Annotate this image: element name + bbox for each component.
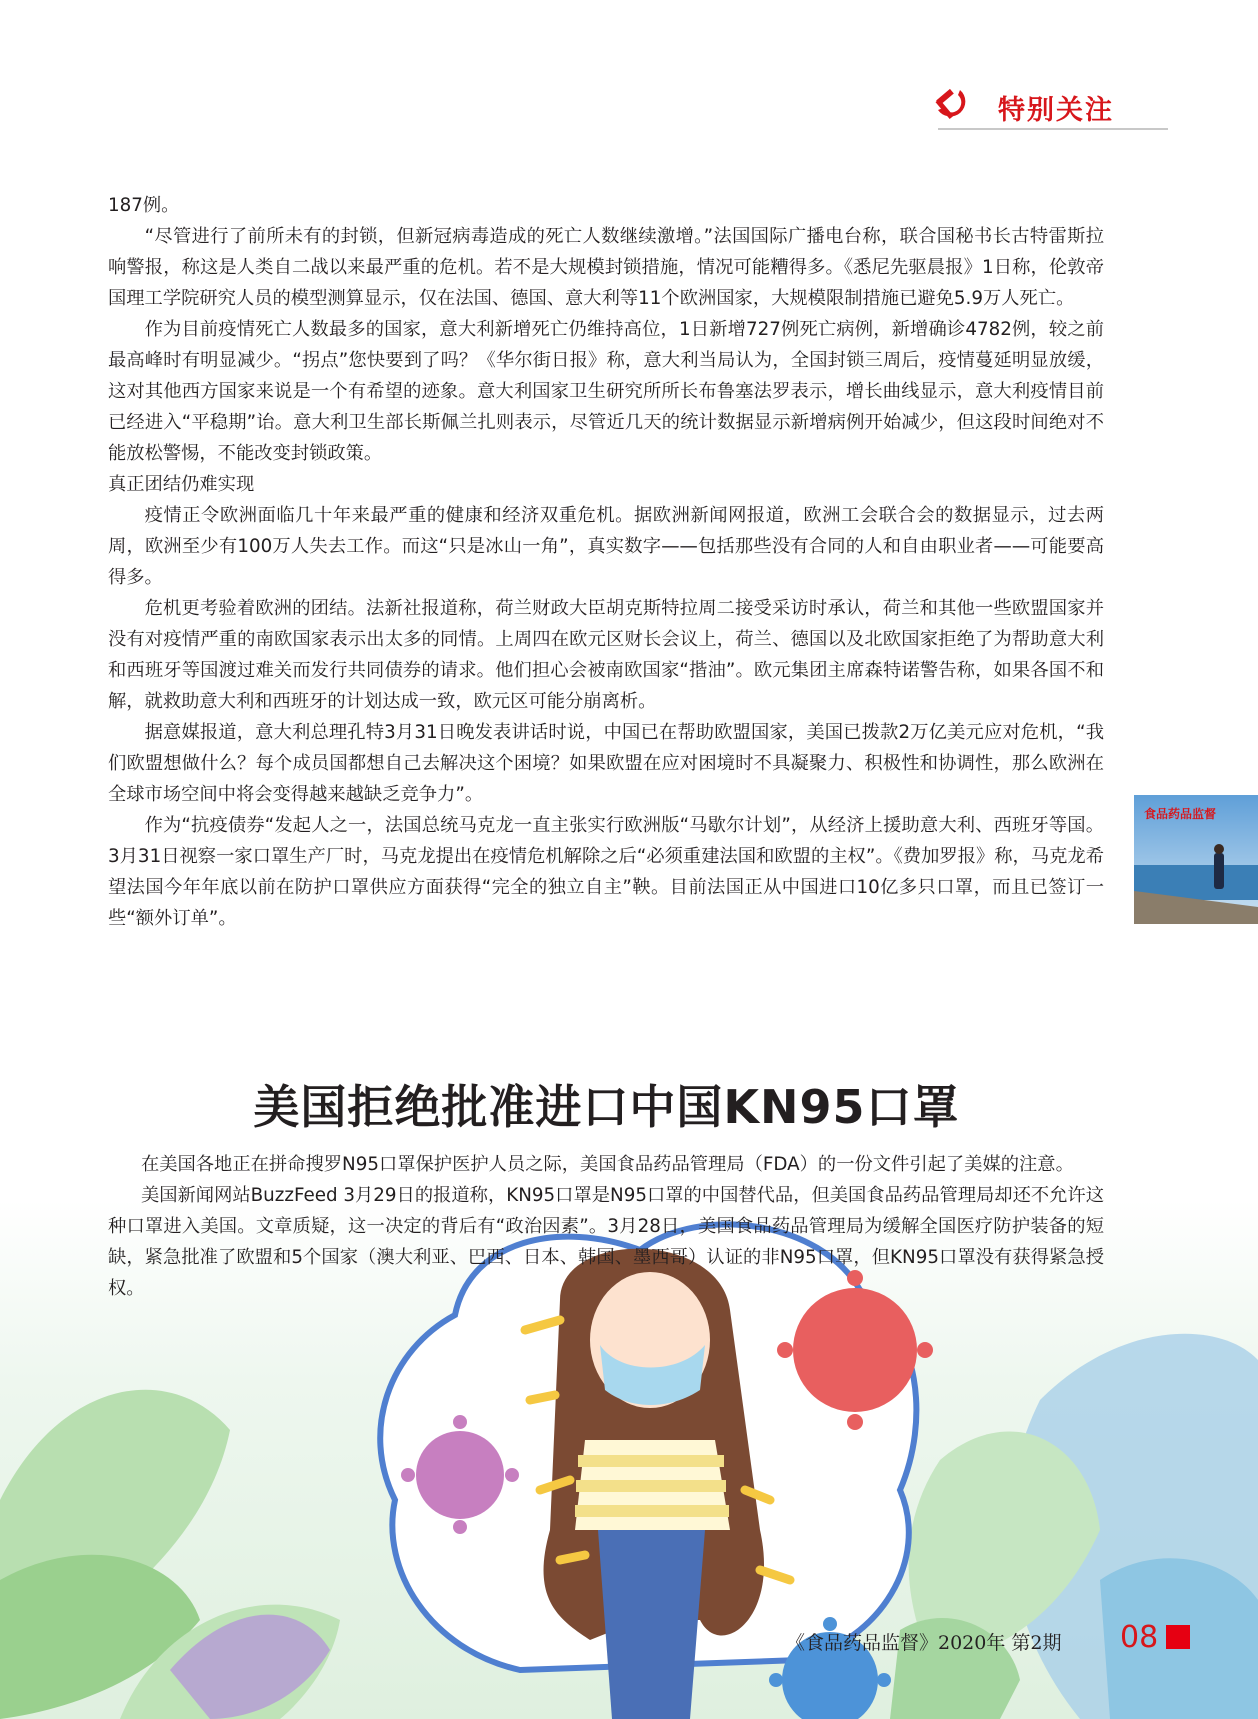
paragraph: 据意媒报道，意大利总理孔特3月31日晚发表讲话时说，中国已在帮助欧盟国家，美国已拨款2万亿美元应对危机，“我们欧盟想做什么？每个成员国都想自己去解决这个困境？如果欧盟在应对困境时不具凝聚力、积极性和协调性，那么欧洲在全球市场空间中将会变得越来越缺乏竞争力”。 [108,722,1104,805]
paragraph: 187例。 [108,195,180,216]
paragraph: 在美国各地正在拼命搜罗N95口罩保护医护人员之际，美国食品药品管理局（FDA）的一份文件引起了美媒的注意。 [140,1154,1074,1175]
page-number: 08 [1120,1620,1159,1655]
hammer-sickle-icon [930,84,970,124]
paragraph: “尽管进行了前所未有的封锁，但新冠病毒造成的死亡人数继续激增。”法国国际广播电台称，联合国秘书长古特雷斯拉响警报，称这是人类自二战以来最严重的危机。若不是大规模封锁措施，情况可能糟得多。《悉尼先驱晨报》1日称，伦敦帝国理工学院研究人员的模型测算显示，仅在法国、德国、意大利等11个欧洲国家，大规模限制措施已避免5.9万人死亡。 [108,226,1104,309]
article-headline: 美国拒绝批准进口中国KN95口罩 [253,1080,960,1134]
paragraph: 美国新闻网站BuzzFeed 3月29日的报道称，KN95口罩是N95口罩的中国替代品，但美国食品药品管理局却还不允许这种口罩进入美国。文章质疑，这一决定的背后有“政治因素”。3月28日，美国食品药品管理局为缓解全国医疗防护装备的短缺，紧急批准了欧盟和5个国家（澳大利亚、巴西、日本、韩国、墨西哥）认证的非N95口罩，但KN95口罩没有获得紧急授权。 [108,1185,1104,1299]
cover-thumbnail [1134,795,1258,924]
section-title: 特别关注 [998,95,1114,126]
article2-body [108,1149,1104,1304]
paragraph: 疫情正令欧洲面临几十年来最严重的健康和经济双重危机。据欧洲新闻网报道，欧洲工会联合会的数据显示，过去两周，欧洲至少有100万人失去工作。而这“只是冰山一角”，真实数字——包括那些没有合同的人和自由职业者——可能要高得多。 [108,505,1104,588]
section-header [924,84,1168,132]
subheading: 真正团结仍难实现 [108,474,255,495]
page-marker [1166,1625,1190,1649]
thumbnail-label: 食品药品监督 [1144,807,1217,821]
header-divider [938,128,1168,130]
paragraph: 危机更考验着欧洲的团结。法新社报道称，荷兰财政大臣胡克斯特拉周二接受采访时承认，荷兰和其他一些欧盟国家并没有对疫情严重的南欧国家表示出太多的同情。上周四在欧元区财长会议上，荷兰、德国以及北欧国家拒绝了为帮助意大利和西班牙等国渡过难关而发行共同债券的请求。他们担心会被南欧国家“揩油”。欧元集团主席森特诺警告称，如果各国不和解，就救助意大利和西班牙的计划达成一致，欧元区可能分崩离析。 [108,598,1104,712]
article-body [108,190,1104,934]
paragraph: 作为“抗疫债券“发起人之一，法国总统马克龙一直主张实行欧洲版“马歇尔计划”，从经济上援助意大利、西班牙等国。3月31日视察一家口罩生产厂时，马克龙提出在疫情危机解除之后“必须重建法国和欧盟的主权”。《费加罗报》称，马克龙希望法国今年年底以前在防护口罩供应方面获得“完全的独立自主”鞅。目前法国正从中国进口10亿多只口罩，而且已签订一些“额外订单”。 [108,815,1104,929]
paragraph: 作为目前疫情死亡人数最多的国家，意大利新增死亡仍维持高位，1日新增727例死亡病例，新增确诊4782例，较之前最高峰时有明显减少。“拐点”您快要到了吗？《华尔街日报》称，意大利当局认为，全国封锁三周后，疫情蔓延明显放缓，这对其他西方国家来说是一个有希望的迹象。意大利国家卫生研究所所长布鲁塞法罗表示，增长曲线显示，意大利疫情目前已经进入“平稳期”诒。意大利卫生部长斯佩兰扎则表示，尽管近几天的统计数据显示新增病例开始减少，但这段时间绝对不能放松警惕，不能改变封锁政策。 [108,319,1104,464]
journal-issue: 《食品药品监督》2020年 第2期 [786,1632,1062,1654]
